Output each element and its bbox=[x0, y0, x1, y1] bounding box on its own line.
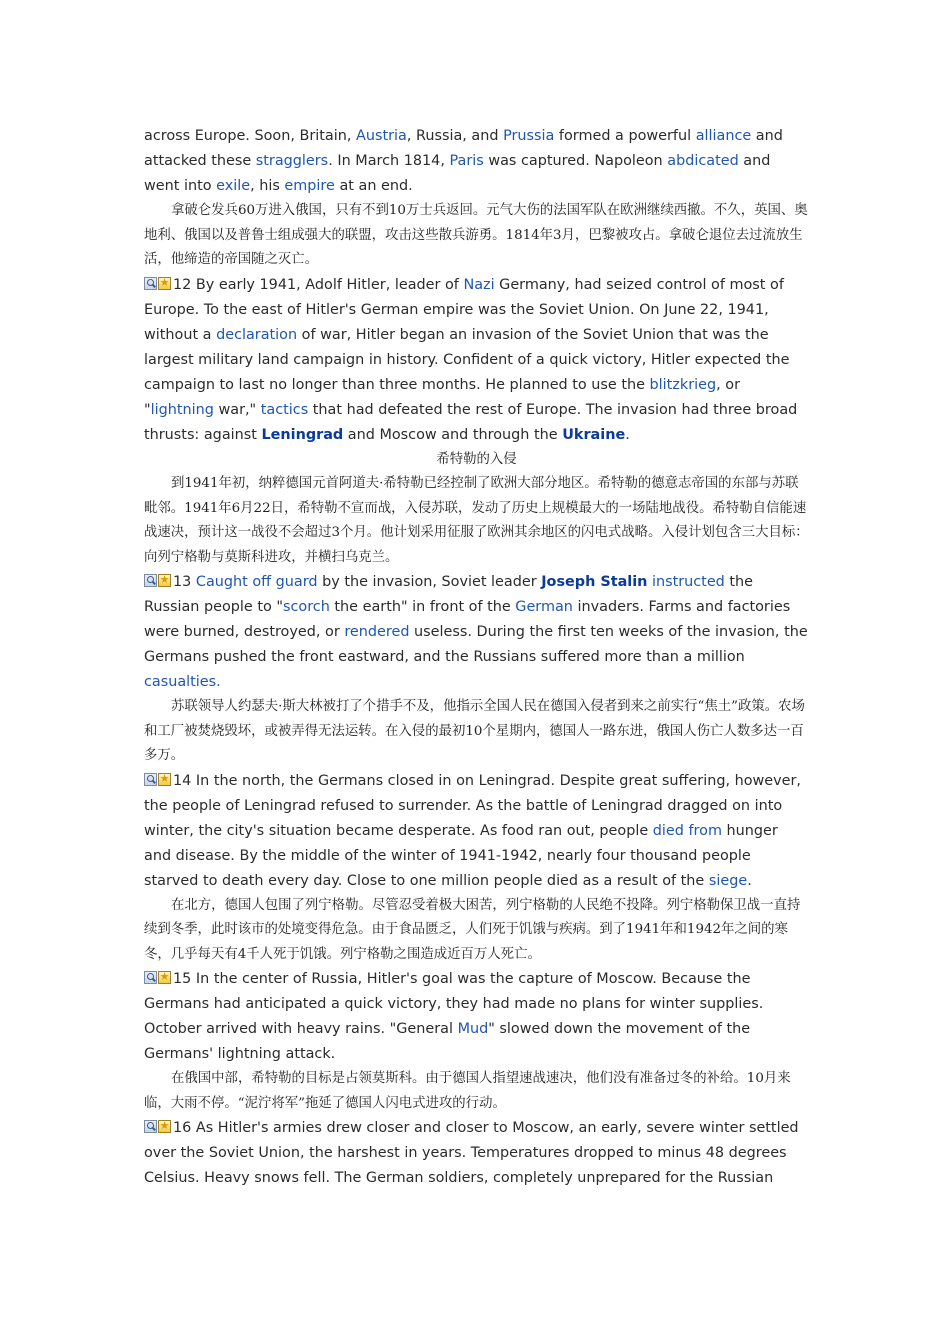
text-run: , or " bbox=[144, 376, 740, 418]
magnifier-icon[interactable] bbox=[144, 277, 157, 290]
keyword-link[interactable]: alliance bbox=[695, 128, 752, 144]
paragraph-15-text bbox=[144, 971, 763, 1062]
keyword-link[interactable]: Leningrad bbox=[261, 426, 344, 443]
text-run: war," bbox=[213, 401, 261, 418]
text-run: and went into bbox=[144, 153, 771, 194]
keyword-link[interactable]: Paris bbox=[449, 153, 484, 169]
keyword-link[interactable]: empire bbox=[284, 178, 335, 194]
star-icon[interactable] bbox=[158, 773, 171, 786]
text-run: at an end. bbox=[334, 178, 413, 194]
text-run: across Europe. Soon, Britain, bbox=[144, 128, 356, 144]
text-run: by the invasion, Soviet leader bbox=[317, 574, 542, 590]
keyword-link[interactable]: died from bbox=[652, 822, 722, 839]
paragraph-15-chinese: 在俄国中部，希特勒的目标是占领莫斯科。由于德国人指望速战速决，他们没有准备过冬的补给。10月来临，大雨不停。“泥泞将军”拖延了德国人闪电式进攻的行动。 bbox=[144, 1071, 791, 1111]
keyword-link[interactable]: German bbox=[515, 599, 573, 615]
text-run: the earth" in front of the bbox=[329, 599, 516, 615]
keyword-link[interactable]: stragglers bbox=[255, 153, 329, 169]
text-run: was captured. Napoleon bbox=[483, 153, 668, 169]
text-run: invaders. Farms and factories were burned, destroyed, or bbox=[144, 599, 791, 640]
star-icon[interactable] bbox=[158, 574, 171, 587]
paragraph-12-text bbox=[144, 277, 797, 443]
document-page bbox=[144, 124, 809, 1191]
keyword-link[interactable]: tactics bbox=[260, 401, 309, 418]
text-run: " slowed down the movement of the Germans' lightning attack. bbox=[144, 1021, 751, 1062]
keyword-link[interactable]: siege bbox=[708, 872, 748, 889]
keyword-link[interactable]: exile bbox=[216, 178, 251, 194]
paragraph-13-english bbox=[144, 570, 809, 695]
paragraph-14-english bbox=[144, 769, 809, 894]
text-run: the Russian people to " bbox=[144, 574, 754, 615]
keyword-link[interactable]: Joseph Stalin bbox=[541, 574, 648, 590]
star-icon[interactable] bbox=[158, 971, 171, 984]
text-run: 13 bbox=[173, 574, 196, 590]
text-run: , Russia, and bbox=[406, 128, 504, 144]
paragraph-16-text bbox=[144, 1120, 799, 1186]
keyword-link[interactable]: declaration bbox=[216, 326, 298, 343]
paragraph-11-english bbox=[144, 124, 809, 199]
keyword-link[interactable]: casualties. bbox=[144, 674, 221, 690]
text-run: . In March 1814, bbox=[328, 153, 450, 169]
text-run: Germany, had seized control of most of Europe. To the east of Hitler's German empire was the Soviet Union. On June 22, 1941, without a bbox=[144, 276, 784, 343]
magnifier-icon[interactable] bbox=[144, 971, 157, 984]
paragraph-14-chinese: 在北方，德国人包围了列宁格勒。尽管忍受着极大困苦，列宁格勒的人民绝不投降。列宁格勒保卫战一直持续到冬季，此时该市的处境变得危急。由于食品匮乏，人们死于饥饿与疾病。到了1941年和1942年之间的寒冬，几乎每天有4千人死于饥饿。列宁格勒之围造成近百万人死亡。 bbox=[144, 897, 801, 962]
text-run: hunger and disease. By the middle of the winter of 1941-1942, nearly four thousand people starved to death every day. Close to one million people died as a result of the bbox=[144, 822, 778, 889]
text-run: 12 By early 1941, Adolf Hitler, leader of bbox=[173, 276, 464, 293]
magnifier-icon[interactable] bbox=[144, 1120, 157, 1133]
star-icon[interactable] bbox=[158, 1120, 171, 1133]
keyword-link[interactable]: blitzkrieg bbox=[649, 376, 717, 393]
keyword-link[interactable]: rendered bbox=[344, 624, 410, 640]
paragraph-15-english bbox=[144, 967, 809, 1067]
text-run: 15 In the center of Russia, Hitler's goal was the capture of Moscow. Because the Germans had anticipated a quick victory, they had made no plans for winter supplies. October arrived with heavy rains. "General bbox=[144, 971, 764, 1037]
paragraph-14-text bbox=[144, 773, 801, 889]
magnifier-icon[interactable] bbox=[144, 574, 157, 587]
text-run: useless. During the first ten weeks of the invasion, the Germans pushed the front eastward, and the Russians suffered more than a million bbox=[144, 624, 808, 665]
text-run: , his bbox=[250, 178, 285, 194]
star-icon[interactable] bbox=[158, 277, 171, 290]
section-heading: 希特勒的入侵 bbox=[436, 451, 517, 467]
keyword-link[interactable]: Caught off guard bbox=[195, 574, 318, 590]
keyword-link[interactable]: instructed bbox=[651, 574, 725, 590]
text-run: . bbox=[747, 872, 752, 889]
paragraph-12-english bbox=[144, 273, 809, 448]
paragraph-11-chinese: 拿破仑发兵60万进入俄国，只有不到10万士兵返回。元气大伤的法国军队在欧洲继续西撤。不久，英国、奥地利、俄国以及普鲁士组成强大的联盟，攻击这些散兵游勇。1814年3月，巴黎被攻占。拿破仑退位去过流放生活，他缔造的帝国随之灭亡。 bbox=[144, 203, 808, 267]
keyword-link[interactable]: Mud bbox=[457, 1021, 489, 1037]
keyword-link[interactable]: Prussia bbox=[503, 128, 555, 144]
magnifier-icon[interactable] bbox=[144, 773, 157, 786]
keyword-link[interactable]: abdicated bbox=[667, 153, 739, 169]
paragraph-12-chinese: 到1941年初，纳粹德国元首阿道夫·希特勒已经控制了欧洲大部分地区。希特勒的德意志帝国的东部与苏联毗邻。1941年6月22日，希特勒不宣而战，入侵苏联，发动了历史上规模最大的一场陆地战役。希特勒自信能速战速决，预计这一战役不会超过3个月。他计划采用征服了欧洲其余地区的闪电式战略。入侵计划包含三大目标：向列宁格勒与莫斯科进攻，并横扫乌克兰。 bbox=[144, 476, 809, 565]
text-run: that had defeated the rest of Europe. The invasion had three broad thrusts: against bbox=[144, 401, 798, 443]
keyword-link[interactable]: Austria bbox=[356, 128, 407, 144]
keyword-link[interactable]: Nazi bbox=[463, 276, 495, 293]
paragraph-13-chinese: 苏联领导人约瑟夫·斯大林被打了个措手不及，他指示全国人民在德国入侵者到来之前实行“焦土”政策。农场和工厂被焚烧毁坏，或被弄得无法运转。在入侵的最初10个星期内，德国人一路东进，俄国人伤亡人数多达一百多万。 bbox=[144, 699, 805, 763]
paragraph-13-text bbox=[144, 574, 808, 690]
keyword-link[interactable]: Ukraine bbox=[562, 426, 626, 443]
text-run: 16 As Hitler's armies drew closer and closer to Moscow, an early, severe winter settled over the Soviet Union, the harshest in years. Temperatures dropped to minus 48 degrees Celsius. Heavy snows fell. The German soldiers, completely unprepared for the Russian bbox=[144, 1120, 799, 1186]
text-run: and Moscow and through the bbox=[343, 426, 563, 443]
paragraph-16-english bbox=[144, 1116, 809, 1191]
text-run: of war, Hitler began an invasion of the Soviet Union that was the largest military land campaign in history. Confident of a quick victory, Hitler expected the campaign to last no longer than three months. He planned to use the bbox=[144, 326, 790, 393]
text-run: formed a powerful bbox=[554, 128, 696, 144]
text-run: 14 In the north, the Germans closed in on Leningrad. Despite great suffering, however, the people of Leningrad refused to surrender. As the battle of Leningrad dragged on into winter, the city's situation became desperate. As food ran out, people bbox=[144, 772, 802, 839]
keyword-link[interactable]: scorch bbox=[282, 599, 330, 615]
text-run: . bbox=[625, 426, 630, 443]
text-run: and attacked these bbox=[144, 128, 783, 169]
keyword-link[interactable]: lightning bbox=[150, 401, 214, 418]
